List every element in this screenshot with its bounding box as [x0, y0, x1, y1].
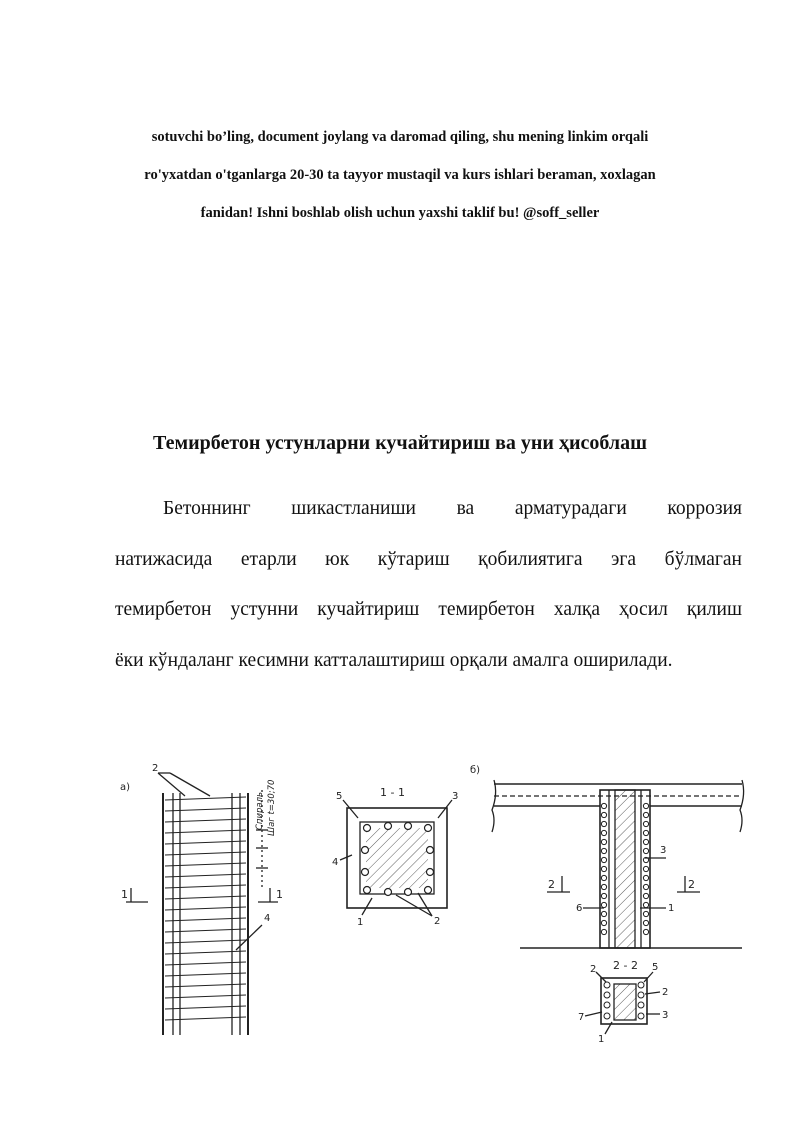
promo-line: sotuvchi bo’ling, document joylang va daromad qiling, shu mening linkim orqali — [151, 129, 649, 145]
paragraph-line: натижасида етарли юк кўтариш қобилиятига эга бўлмаган — [115, 548, 742, 570]
mark-4: 4 — [264, 913, 271, 924]
mark-7: 7 — [578, 1012, 585, 1023]
mark-1: 1 — [357, 917, 364, 928]
mark-6: 6 — [576, 903, 583, 914]
section-mark-1-left: 1 — [121, 888, 128, 901]
promo-line: ro'yxatdan o'tganlarga 20-30 ta tayyor mustaqil va kurs ishlari beraman, xoxlagan — [144, 167, 656, 183]
section-mark-1-right: 1 — [276, 888, 283, 901]
mark-3: 3 — [660, 845, 667, 856]
spiral-pitch-label: Шаг t=30;70 — [267, 779, 277, 836]
section-2-2 — [578, 959, 668, 1045]
label-a: a) — [120, 782, 131, 793]
mark-1: 1 — [668, 903, 675, 914]
document-title: Темирбетон устунларни кучайтириш ва уни ҳисоблаш — [153, 432, 647, 454]
section-2-2-title: 2 - 2 — [613, 959, 638, 972]
promo-line: fanidan! Ishni boshlab olish uchun yaxshi taklif bu! @soff_seller — [200, 205, 600, 221]
mark-1: 1 — [598, 1034, 605, 1045]
section-1-1-title: 1 - 1 — [380, 786, 405, 799]
column-slab-elevation — [470, 765, 744, 948]
mark-2: 2 — [662, 987, 669, 998]
spiral-label: Спираль — [255, 791, 265, 830]
spiral-stirrups — [165, 797, 246, 1020]
paragraph-line: темирбетон устунни кучайтириш темирбетон халқа ҳосил қилиш — [115, 599, 742, 620]
mark-4: 4 — [332, 857, 339, 868]
section-mark-2-right: 2 — [688, 878, 695, 891]
mark-2: 2 — [590, 964, 597, 975]
mark-3: 3 — [662, 1010, 669, 1021]
mark-5: 5 — [652, 962, 659, 973]
mark-2: 2 — [152, 763, 159, 774]
mark-2: 2 — [434, 916, 441, 927]
label-b: б) — [470, 765, 481, 776]
section-mark-2-left: 2 — [548, 878, 555, 891]
section-1-1 — [332, 786, 458, 928]
mark-5: 5 — [336, 791, 343, 802]
column-elevation — [120, 763, 283, 1035]
mark-3: 3 — [452, 791, 459, 802]
paragraph-line: Бетоннинг шикастланиши ва арматурадаги коррозия — [163, 498, 742, 519]
paragraph-line: ёки кўндаланг кесимни катталаштириш орқали амалга оширилади. — [115, 649, 673, 671]
